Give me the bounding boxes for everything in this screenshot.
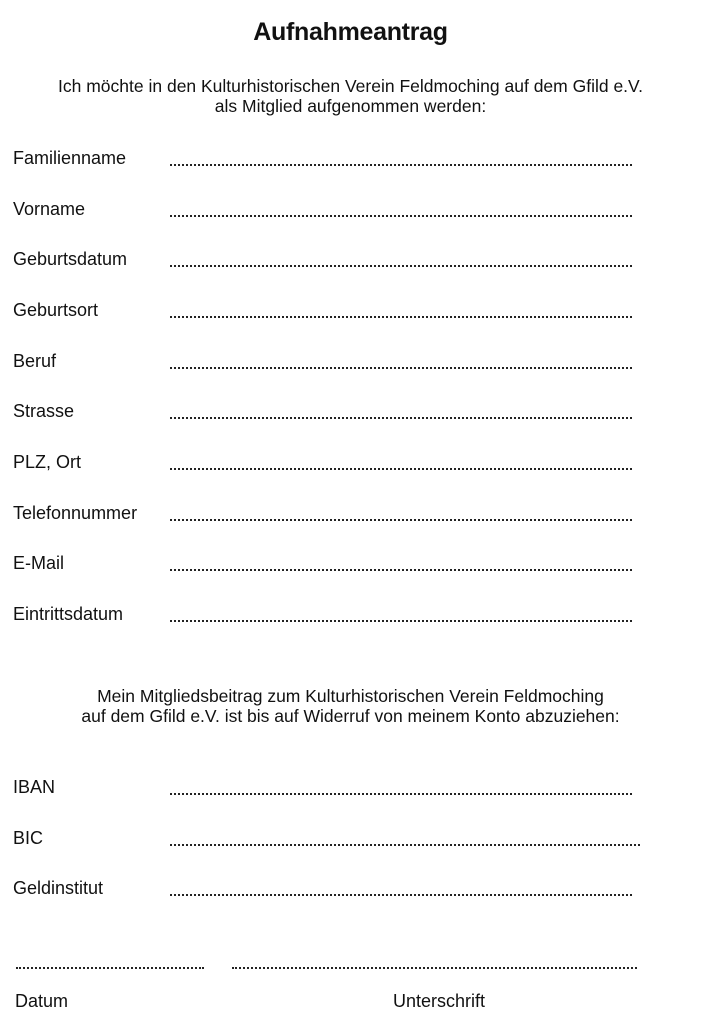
fill-in-line[interactable]	[170, 316, 632, 318]
field-label: Familienname	[13, 148, 127, 168]
field-strasse[interactable]	[13, 400, 653, 426]
field-beruf[interactable]	[13, 350, 653, 376]
fill-in-line[interactable]	[170, 215, 632, 217]
field-label: Beruf	[13, 351, 57, 371]
field-plz-ort[interactable]	[13, 451, 653, 477]
intro-line-1: Ich möchte in den Kulturhistorischen Verein Feldmoching auf dem Gfild e.V.	[58, 76, 643, 96]
field-iban[interactable]	[13, 776, 653, 802]
field-email[interactable]	[13, 552, 653, 578]
field-geburtsdatum[interactable]	[13, 248, 653, 274]
fill-in-line[interactable]	[170, 164, 632, 166]
field-label: BIC	[13, 828, 44, 848]
fill-in-line[interactable]	[170, 844, 640, 846]
field-vorname[interactable]	[13, 198, 653, 224]
field-label: E-Mail	[13, 553, 65, 573]
field-geburtsort[interactable]	[13, 299, 653, 325]
mandate-line-2: auf dem Gfild e.V. ist bis auf Widerruf von meinem Konto abzuziehen:	[81, 706, 620, 726]
field-label: Telefonnummer	[13, 503, 138, 523]
field-label: Strasse	[13, 401, 75, 421]
fill-in-line[interactable]	[170, 620, 632, 622]
fill-in-line[interactable]	[170, 417, 632, 419]
fill-in-line[interactable]	[170, 367, 632, 369]
direct-debit-mandate-text	[0, 686, 701, 726]
fill-in-line[interactable]	[170, 894, 632, 896]
fill-in-line[interactable]	[170, 265, 632, 267]
field-label: Vorname	[13, 199, 86, 219]
field-eintrittsdatum[interactable]	[13, 603, 653, 629]
field-label: Eintrittsdatum	[13, 604, 124, 624]
intro-line-2: als Mitglied aufgenommen werden:	[214, 96, 487, 116]
fill-in-line[interactable]	[170, 468, 632, 470]
fill-in-line[interactable]	[170, 569, 632, 571]
fill-in-line[interactable]	[170, 519, 632, 521]
signature-fill-in-line[interactable]	[232, 967, 637, 969]
field-familienname[interactable]	[13, 147, 653, 173]
field-label: Geburtsort	[13, 300, 99, 320]
date-fill-in-line[interactable]	[16, 967, 204, 969]
field-label: PLZ, Ort	[13, 452, 82, 472]
field-geldinstitut[interactable]	[13, 877, 653, 903]
fill-in-line[interactable]	[170, 793, 632, 795]
intro-text	[0, 76, 701, 116]
mandate-line-1: Mein Mitgliedsbeitrag zum Kulturhistorischen Verein Feldmoching	[97, 686, 604, 706]
field-telefonnummer[interactable]	[13, 502, 653, 528]
signature-label: Unterschrift	[393, 991, 486, 1011]
form-title: Aufnahmeantrag	[253, 18, 448, 46]
field-label: Geldinstitut	[13, 878, 104, 898]
date-label: Datum	[15, 991, 69, 1011]
field-label: Geburtsdatum	[13, 249, 128, 269]
field-label: IBAN	[13, 777, 56, 797]
field-bic[interactable]	[13, 827, 653, 853]
